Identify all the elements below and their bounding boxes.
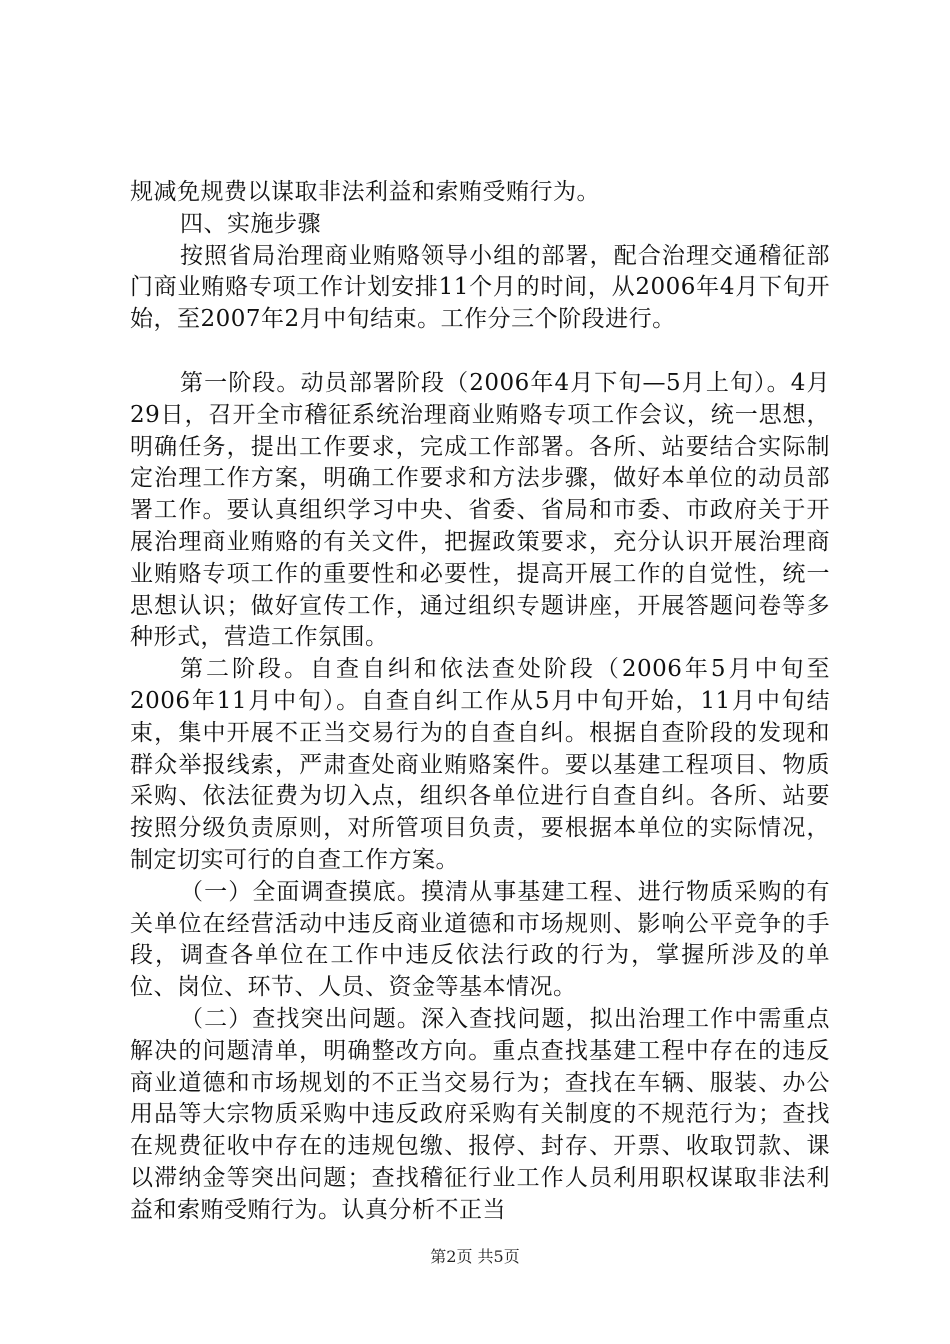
section-heading-implementation-steps: 四、实施步骤 bbox=[180, 210, 321, 237]
paragraph-continuation: 规减免规费以谋取非法利益和索贿受贿行为。 bbox=[130, 179, 600, 205]
page-number-footer: 第2页 共5页 bbox=[430, 1247, 520, 1266]
paragraph-gap bbox=[130, 336, 830, 368]
document-body bbox=[130, 177, 830, 1227]
paragraph-phase-two: 第二阶段。自查自纠和依法查处阶段（2006年5月中旬至2006年11月中旬）。自查自纠工作从5月中旬开始，11月中旬结束，集中开展不正当交易行为的自查自纠。根据自查阶段的发现和群众举报线索，严肃查处商业贿赂案件。要以基建工程项目、物质采购、依法征费为切入点，组织各单位进行自查自纠。各所、站要按照分级负责原则，对所管项目负责，要根据本单位的实际情况，制定切实可行的自查工作方案。 bbox=[130, 656, 830, 873]
paragraph-phase-one: 第一阶段。动员部署阶段（2006年4月下旬—5月上旬）。4月29日，召开全市稽征系统治理商业贿赂专项工作会议，统一思想，明确任务，提出工作要求，完成工作部署。各所、站要结合实际制定治理工作方案，明确工作要求和方法步骤，做好本单位的动员部署工作。要认真组织学习中央、省委、省局和市委、市政府关于开展治理商业贿赂的有关文件，把握政策要求，充分认识开展治理商业贿赂专项工作的重要性和必要性，提高开展工作的自觉性，统一思想认识；做好宣传工作，通过组织专题讲座，开展答题问卷等多种形式，营造工作氛围。 bbox=[130, 369, 830, 651]
paragraph-item-one: （一）全面调查摸底。摸清从事基建工程、进行物质采购的有关单位在经营活动中违反商业道德和市场规则、影响公平竞争的手段，调查各单位在工作中违反依法行政的行为，掌握所涉及的单位、岗位、环节、人员、资金等基本情况。 bbox=[130, 878, 830, 1001]
paragraph-schedule: 按照省局治理商业贿赂领导小组的部署，配合治理交通稽征部门商业贿赂专项工作计划安排11个月的时间，从2006年4月下旬开始，至2007年2月中旬结束。工作分三个阶段进行。 bbox=[130, 242, 830, 333]
paragraph-item-two: （二）查找突出问题。深入查找问题，拟出治理工作中需重点解决的问题清单，明确整改方向。重点查找基建工程中存在的违反商业道德和市场规划的不正当交易行为；查找在车辆、服装、办公用品等大宗物质采购中违反政府采购有关制度的不规范行为；查找在规费征收中存在的违规包缴、报停、封存、开票、收取罚款、课以滞纳金等突出问题；查找稽征行业工作人员利用职权谋取非法利益和索贿受贿行为。认真分析不正当 bbox=[130, 1005, 830, 1223]
